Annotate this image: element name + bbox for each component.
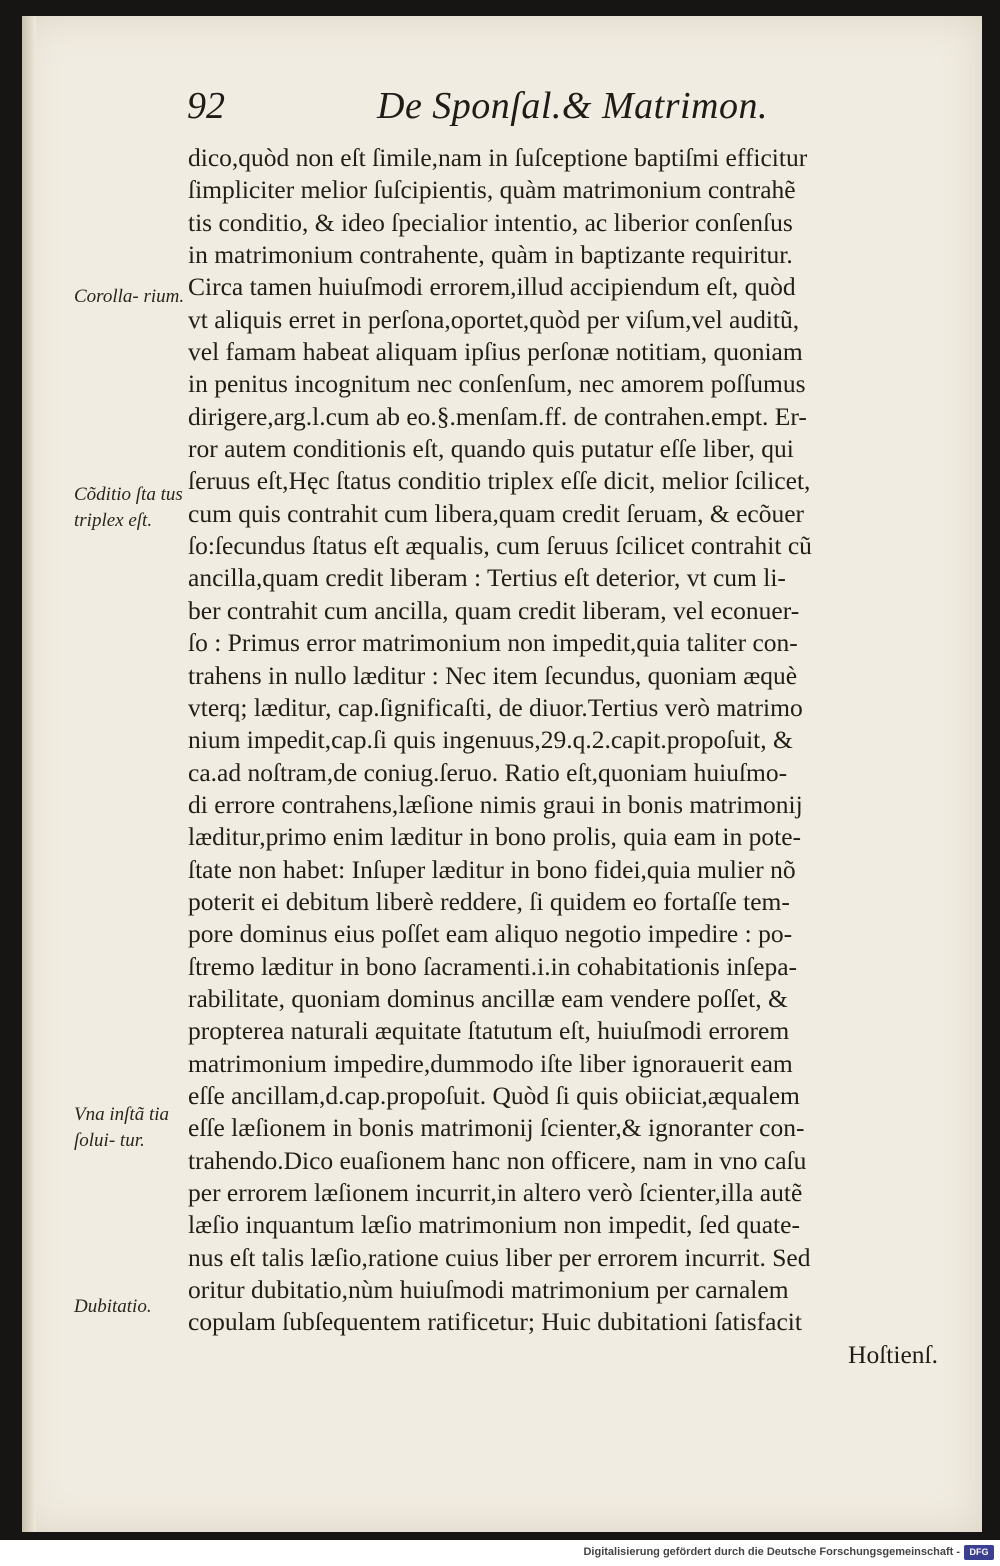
text-line: oritur dubitatio,nùm huiuſmodi matrimonium per carnalem bbox=[188, 1275, 789, 1305]
text-line: eſſe ancillam,d.cap.propoſuit. Quòd ſi quis obiiciat,æqualem bbox=[188, 1080, 800, 1110]
text-line: ſimpliciter melior ſuſcipientis, quàm matrimonium contrahẽ bbox=[188, 175, 796, 205]
marginal-note: Vna inſtã tia ſolui- tur. bbox=[74, 1104, 169, 1151]
text-line: dico,quòd non eſt ſimile,nam in ſuſceptione baptiſmi efficitur bbox=[188, 143, 808, 172]
text-line: læditur,primo enim læditur in bono prolis, quia eam in pote- bbox=[188, 822, 802, 852]
text-line: poterit ei debitum liberè reddere, ſi quidem eo fortaſſe tem- bbox=[188, 886, 790, 916]
text-line: Circa tamen huiuſmodi errorem,illud accipiendum eſt, quòd bbox=[188, 272, 796, 302]
text-line: di errore contrahens,læſione nimis graui in bonis matrimonij bbox=[188, 789, 803, 819]
text-line: rabilitate, quoniam dominus ancillæ eam vendere poſſet, & bbox=[188, 983, 788, 1013]
catchword: Hoſtienſ. bbox=[848, 1339, 938, 1369]
text-line: in matrimonium contrahente, quàm in baptizante requiritur. bbox=[188, 240, 793, 270]
text-line: propterea naturali æquitate ſtatutum eſt, huiuſmodi errorem bbox=[188, 1016, 790, 1046]
marginal-note: Corolla- rium. bbox=[74, 286, 185, 307]
running-title: De Sponſal.& Matrimon. bbox=[377, 85, 768, 127]
marginal-note: Dubitatio. bbox=[74, 1296, 152, 1317]
text-line: vel famam habeat aliquam ipſius perſonæ notitiam, quoniam bbox=[188, 337, 803, 367]
text-line: ancilla,quam credit liberam : Tertius eſt deterior, vt cum li- bbox=[188, 563, 786, 593]
text-line: nus eſt talis læſio,ratione cuius liber per errorem incurrit. Sed bbox=[188, 1242, 811, 1272]
text-line: ſeruus eſt,Hęc ſtatus conditio triplex eſſe dicit, melior ſcilicet, bbox=[188, 466, 811, 496]
page-number: 92 bbox=[187, 85, 225, 127]
dfg-logo: DFG bbox=[964, 1545, 994, 1560]
text-line: copulam ſubſequentem ratificetur; Huic dubitationi ſatisfacit bbox=[188, 1307, 802, 1337]
text-line: ſtremo læditur in bono ſacramenti.i.in cohabitationis inſepa- bbox=[188, 951, 798, 981]
text-line: eſſe læſionem in bonis matrimonij ſcienter,& ignoranter con- bbox=[188, 1113, 805, 1143]
text-line: per errorem læſionem incurrit,in altero verò ſcienter,illa autẽ bbox=[188, 1178, 803, 1207]
book-page bbox=[22, 16, 982, 1532]
page-edge bbox=[22, 16, 36, 1532]
text-line: in penitus incognitum nec conſenſum, nec amorem poſſumus bbox=[188, 369, 806, 399]
digitization-footer bbox=[0, 1540, 1000, 1566]
text-line: nium impedit,cap.ſi quis ingenuus,29.q.2.capit.propoſuit, & bbox=[188, 725, 793, 755]
text-line: trahendo.Dico euaſionem hanc non officere, nam in vno caſu bbox=[188, 1145, 807, 1175]
text-line: vt aliquis erret in perſona,oportet,quòd per viſum,vel auditũ, bbox=[188, 304, 800, 334]
text-line: ſtate non habet: Inſuper læditur in bono fidei,quia mulier nõ bbox=[188, 854, 796, 884]
text-line: dirigere,arg.l.cum ab eo.§.menſam.ff. de contrahen.empt. Er- bbox=[188, 401, 807, 431]
text-line: vterq; læditur, cap.ſignificaſti, de diuor.Tertius verò matrimo bbox=[188, 692, 803, 722]
text-line: matrimonium impedire,dummodo iſte liber ignorauerit eam bbox=[188, 1048, 793, 1078]
text-line: ſo:ſecundus ſtatus eſt æqualis, cum ſeruus ſcilicet contrahit cũ bbox=[188, 531, 812, 561]
text-line: ſo : Primus error matrimonium non impedit,quia taliter con- bbox=[188, 628, 798, 658]
main-text-block bbox=[188, 142, 958, 1371]
text-line: cum quis contrahit cum libera,quam credit ſeruam, & ecõuer bbox=[188, 498, 805, 528]
funding-credit: Digitalisierung gefördert durch die Deutsche Forschungsgemeinschaft - bbox=[583, 1546, 960, 1558]
text-line: pore dominus eius poſſet eam aliquo negotio impedire : po- bbox=[188, 919, 793, 949]
marginal-note: Cõditio ſta tus triplex eſt. bbox=[74, 484, 183, 531]
text-line: læſio inquantum læſio matrimonium non impedit, ſed quate- bbox=[188, 1210, 800, 1240]
text-line: tis conditio, & ideo ſpecialior intentio, ac liberior conſenſus bbox=[188, 207, 793, 237]
text-line: ber contrahit cum ancilla, quam credit liberam, vel econuer- bbox=[188, 595, 800, 625]
text-line: ror autem conditionis eſt, quando quis putatur eſſe liber, qui bbox=[188, 434, 794, 464]
text-line: trahens in nullo læditur : Nec item ſecundus, quoniam æquè bbox=[188, 660, 798, 690]
page-header bbox=[22, 84, 982, 132]
text-line: ca.ad noſtram,de coniug.ſeruo. Ratio eſt,quoniam huiuſmo- bbox=[188, 757, 788, 787]
